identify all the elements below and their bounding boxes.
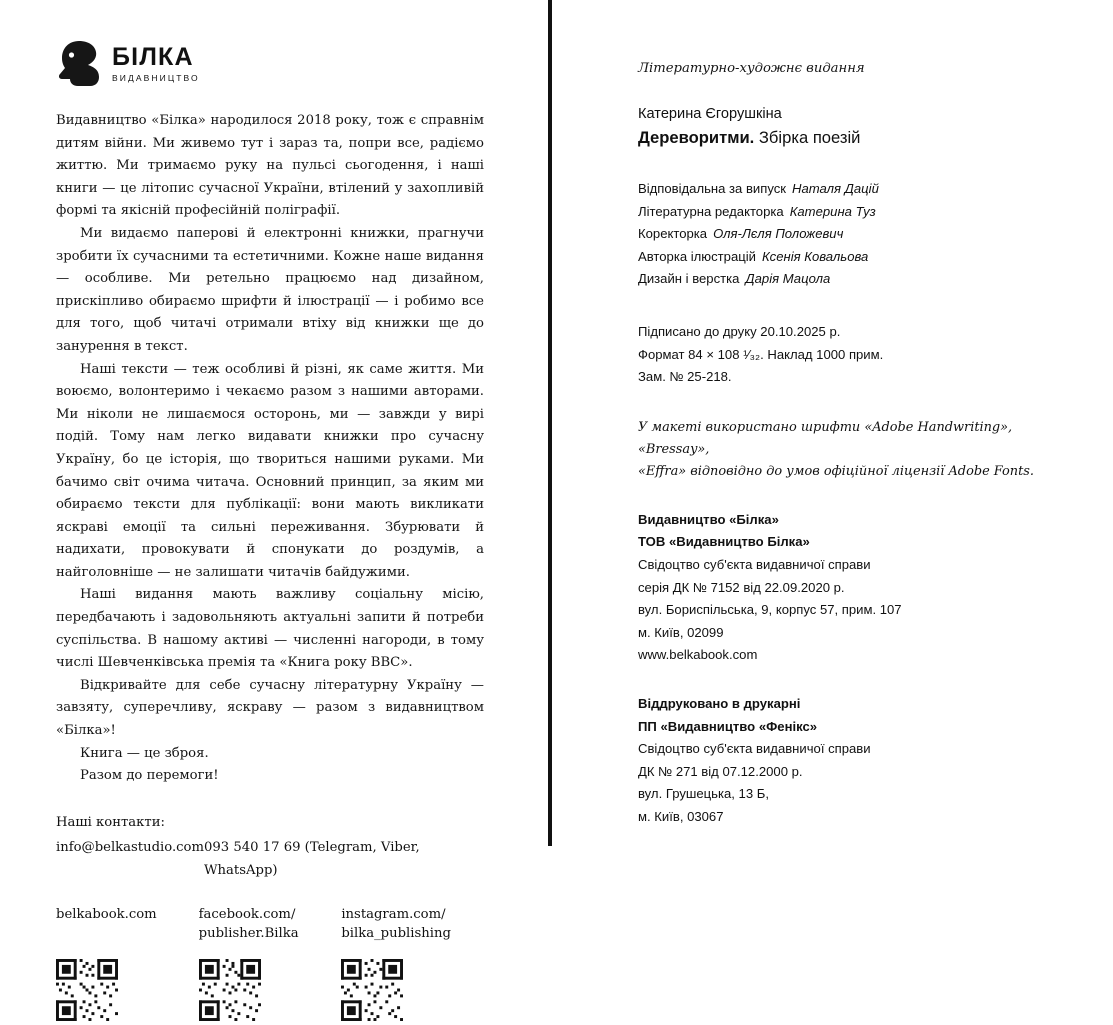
credit-row [638, 246, 1113, 269]
publisher-block [638, 509, 1113, 667]
qr-instagram-icon[interactable] [341, 959, 403, 1021]
publisher-logo-text [112, 45, 200, 83]
publisher-line: серія ДК № 7152 від 22.09.2020 р. [638, 579, 845, 595]
printhouse-line: вул. Грушецька, 13 Б, [638, 786, 769, 802]
squirrel-mark-icon [56, 40, 102, 88]
credit-name: Оля-Лєля Положевич [713, 226, 844, 242]
qr-codes-row [56, 959, 484, 1025]
credit-name: Катерина Туз [789, 203, 876, 219]
paragraph: Наші видання мають важливу соціальну місію, передбачають і задовольняють актуальні запити й потреби суспільства. В нашому активі — численні нагороди, в тому числі Шевченківська премія та «Книга року ВВС». [56, 587, 484, 671]
paragraph: Ми видаємо паперові й електронні книжки, прагнучи зробити їх сучасними та естетичними. Кожне наше видання — особливе. Ми ретельно працюємо над дизайном, прискіпливо обираємо шрифти й ілюстрації — і робимо все для того, щоб читачі отримали втіху від книжки ще до занурення в текст. [56, 225, 484, 354]
credit-name: Наталя Дацій [792, 181, 879, 196]
paragraph: Наші тексти — теж особливі й різні, як саме життя. Ми воюємо, волонтеримо і чекаємо разом з нашими авторами. Ми ніколи не лишаємося осторонь, ми — завжди у вирі подій. Тому нам легко видавати книжки про сучасну Україну, бо це історія, що твориться нашими руками. Ми бачимо світ очима читача. Основний принцип, за яким ми обираємо тексти для публікації: вони мають викликати яскраві емоції та сильні переживання. Збурювати й надихати, провокувати й спонукати до роздумів, а найголовніше — не залишати читачів байдужими. [56, 361, 484, 580]
credit-role: Літературна редакторка [638, 203, 784, 219]
publisher-logo [56, 40, 548, 88]
book-title-main: Дереворитми. [638, 128, 755, 147]
left-column [0, 0, 548, 941]
credit-role: Дизайн і верстка [638, 271, 740, 287]
social-line-2: publisher.Bilka [198, 925, 299, 941]
contacts-row [56, 837, 484, 882]
social-line-1: facebook.com/ [198, 906, 296, 922]
print-info-line: Формат 84 × 108 ¹⁄₃₂. Наклад 1000 прим. [638, 346, 884, 362]
social-line-1: instagram.com/ [341, 906, 446, 922]
social-facebook[interactable] [199, 905, 342, 943]
printhouse-line: ПП «Видавництво «Фенікс» [638, 718, 818, 734]
paragraph: Разом до перемоги! [80, 768, 219, 784]
paragraph: Видавництво «Білка» народилося 2018 року, тож є справнім дитям війни. Ми живемо тут і зараз та, попри все, радіємо життю. Ми тримаємо руку на пульсі сьогодення, і наші книги — це літопис сучасної України, втілений у захопливій формі та якісній професійній поліграфії. [56, 113, 484, 219]
fonts-note-line: У макеті використано шрифти «Adobe Handwriting», «Bressay», [638, 419, 1013, 457]
printhouse-line: ДК № 271 від 07.12.2000 р. [638, 763, 803, 779]
publisher-name: БІЛКА [112, 43, 194, 71]
fonts-license-note [638, 417, 1058, 483]
social-line-2: bilka_publishing [341, 925, 451, 941]
publisher-line: Свідоцтво суб'єкта видавничої справи [638, 556, 871, 572]
book-title [638, 128, 1113, 148]
credits-list [638, 178, 1113, 291]
contact-phone: 093 540 17 69 (Telegram, Viber, WhatsApp) [204, 840, 420, 878]
fonts-note-line: «Effra» відповідно до умов офіційної ліцензії Adobe Fonts. [638, 463, 1034, 479]
book-author: Катерина Єгорушкіна [638, 106, 782, 122]
printhouse-line: Свідоцтво суб'єкта видавничої справи [638, 741, 871, 757]
social-website[interactable] [56, 905, 199, 943]
paragraph: Відкривайте для себе сучасну літературну Україну — завзяту, суперечливу, яскраву — разом з видавництвом «Білка»! [56, 677, 484, 739]
right-column [552, 0, 1113, 846]
credit-row [638, 201, 1113, 224]
contacts-label: Наші контакти: [56, 814, 165, 830]
publisher-line: ТОВ «Видавництво Білка» [638, 534, 810, 550]
printhouse-block [638, 693, 1113, 829]
about-publisher-text [56, 110, 484, 788]
qr-belkabook-icon[interactable] [56, 959, 118, 1021]
printhouse-line: м. Київ, 03067 [638, 808, 724, 824]
qr-cell [56, 959, 199, 1025]
edition-type: Літературно-художнє видання [638, 61, 865, 76]
credit-name: Дарія Мацола [745, 271, 831, 287]
publisher-website[interactable]: www.belkabook.com [638, 647, 758, 663]
qr-facebook-icon[interactable] [199, 959, 261, 1021]
printhouse-line: Віддруковано в друкарні [638, 695, 801, 711]
credit-role: Відповідальна за випуск [638, 181, 787, 196]
credit-row [638, 223, 1113, 246]
book-title-subtitle: Збірка поезій [754, 128, 861, 147]
publisher-line: м. Київ, 02099 [638, 624, 724, 640]
credit-row [638, 178, 1113, 201]
paragraph: Книга — це зброя. [80, 745, 209, 761]
print-info-line: Підписано до друку 20.10.2025 р. [638, 323, 841, 339]
social-line-1: belkabook.com [56, 906, 157, 922]
print-info-block [638, 321, 1113, 389]
contact-email[interactable]: info@belkastudio.com [56, 840, 204, 856]
publisher-line: Видавництво «Білка» [638, 511, 779, 527]
credit-role: Авторка ілюстрацій [638, 248, 756, 264]
credit-row [638, 268, 1113, 291]
qr-cell [199, 959, 342, 1025]
credit-role: Коректорка [638, 226, 708, 242]
social-instagram[interactable] [341, 905, 484, 943]
print-info-line: Зам. № 25-218. [638, 369, 732, 385]
credit-name: Ксенія Ковальова [761, 248, 869, 264]
publisher-line: вул. Бориспільська, 9, корпус 57, прим. 107 [638, 602, 902, 618]
social-links-row [56, 905, 484, 943]
publisher-subtitle: ВИДАВНИЦТВО [112, 73, 200, 83]
qr-cell [341, 959, 484, 1025]
